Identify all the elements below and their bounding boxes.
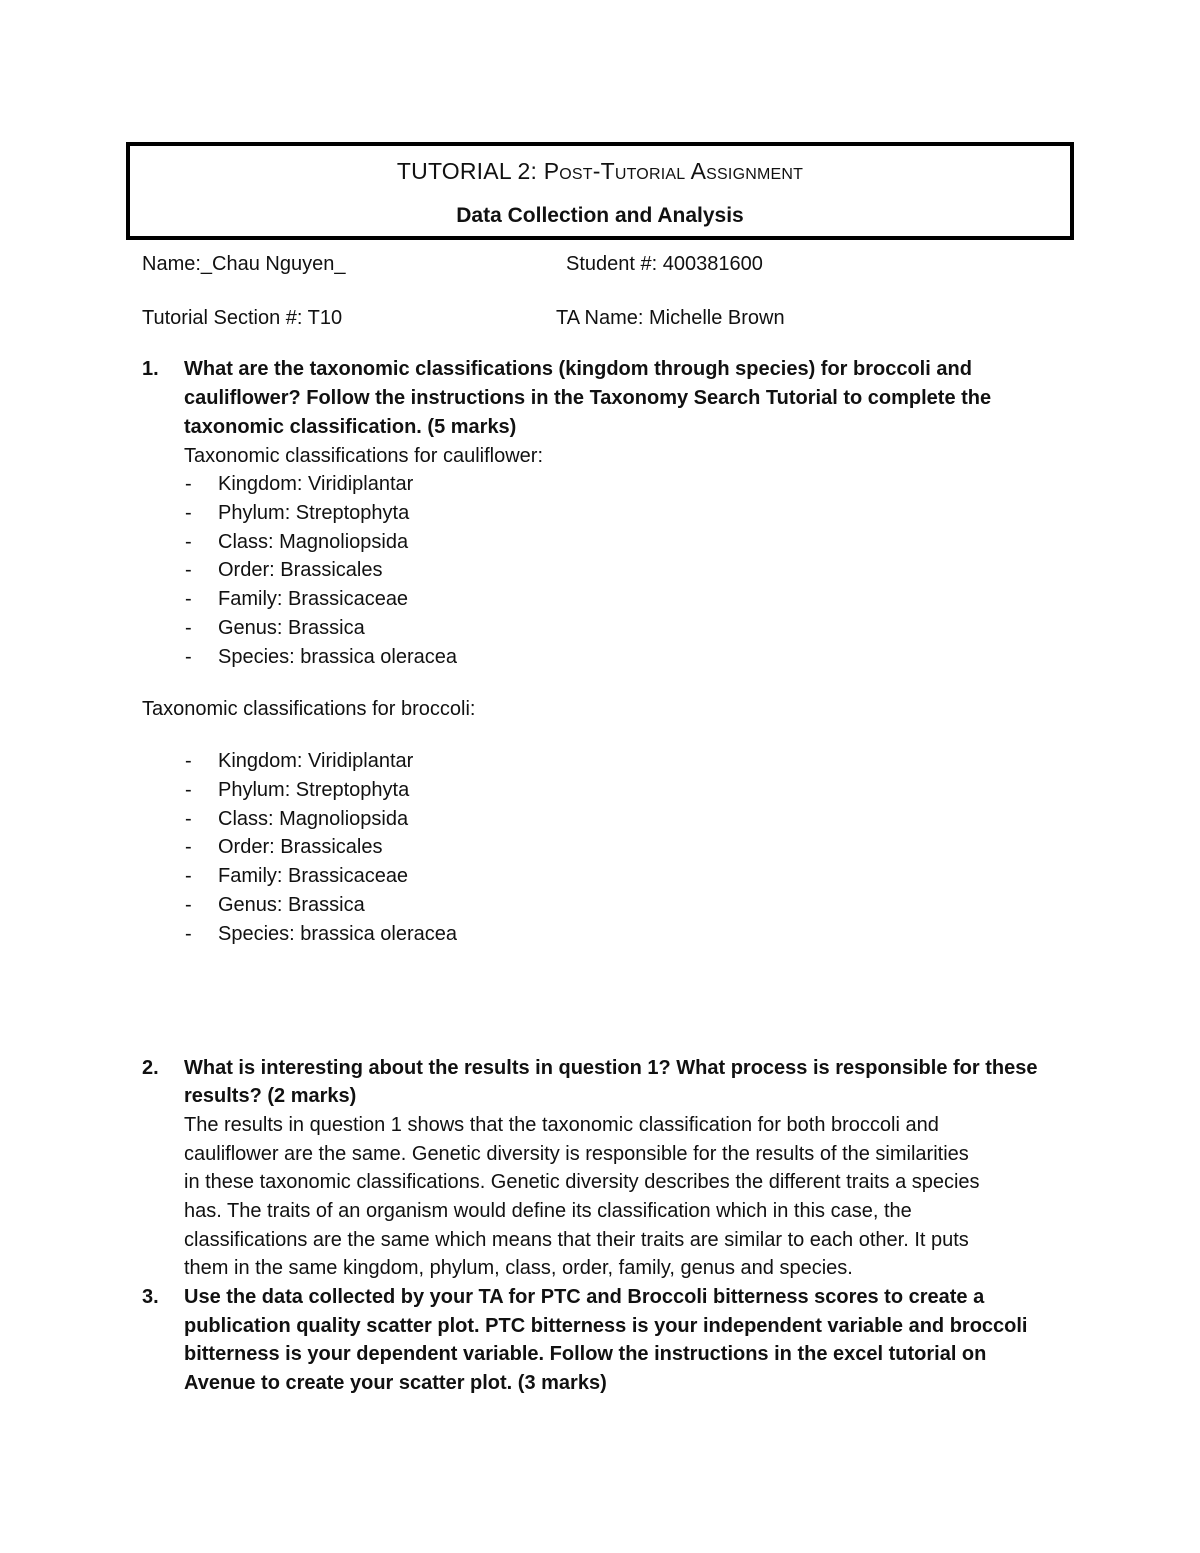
list-item-text: Genus: Brassica <box>218 617 365 639</box>
document-subtitle: Data Collection and Analysis <box>456 204 744 227</box>
cauliflower-heading: Taxonomic classifications for cauliflower: <box>184 445 544 467</box>
name-field <box>142 252 345 276</box>
bullet-dash: - <box>185 836 192 858</box>
question-2-answer-line: cauliflower are the same. Genetic diversity is responsible for the results of the similarities <box>184 1143 969 1165</box>
ta-value: Michelle Brown <box>649 307 785 329</box>
list-item-text: Order: Brassicales <box>218 836 383 858</box>
question-1-prompt-line: cauliflower? Follow the instructions in the Taxonomy Search Tutorial to complete the <box>184 387 992 409</box>
question-1-prompt-line: taxonomic classification. (5 marks) <box>184 416 517 438</box>
broccoli-heading: Taxonomic classifications for broccoli: <box>142 698 476 720</box>
list-item-text: Phylum: Streptophyta <box>218 779 410 801</box>
tutorial-section-field <box>142 306 342 330</box>
list-item-text: Class: Magnoliopsida <box>218 531 409 553</box>
question-2-prompt-line: results? (2 marks) <box>184 1085 357 1107</box>
student-value: 400381600 <box>662 253 763 275</box>
list-item-text: Species: brassica oleracea <box>218 923 458 945</box>
title-caps: Post-Tutorial Assignment <box>543 158 804 184</box>
list-item-text: Genus: Brassica <box>218 894 365 916</box>
ta-name-field <box>556 306 785 330</box>
bullet-dash: - <box>185 588 192 610</box>
bullet-dash: - <box>185 502 192 524</box>
list-item-text: Family: Brassicaceae <box>218 865 409 887</box>
ta-label: TA Name: <box>556 307 644 329</box>
section-label: Tutorial Section #: <box>142 307 303 329</box>
list-item-text: Kingdom: Viridiplantar <box>218 750 414 772</box>
list-item-text: Kingdom: Viridiplantar <box>218 473 414 495</box>
question-2-answer-line: classifications are the same which means that their traits are similar to each other. It puts <box>184 1229 969 1251</box>
list-item-text: Species: brassica oleracea <box>218 646 458 668</box>
bullet-dash: - <box>185 779 192 801</box>
question-1-number: 1. <box>142 358 159 380</box>
question-2-answer-line: has. The traits of an organism would define its classification which in this case, the <box>184 1200 912 1222</box>
bullet-dash: - <box>185 646 192 668</box>
list-item-text: Class: Magnoliopsida <box>218 808 409 830</box>
bullet-dash: - <box>185 531 192 553</box>
question-2-answer-line: them in the same kingdom, phylum, class, order, family, genus and species. <box>184 1257 853 1279</box>
document-title <box>130 158 1070 185</box>
bullet-dash: - <box>185 894 192 916</box>
title-prefix: TUTORIAL 2: <box>396 158 544 184</box>
bullet-dash: - <box>185 923 192 945</box>
question-3-prompt-line: Use the data collected by your TA for PTC and Broccoli bitterness scores to create a <box>184 1286 985 1308</box>
question-3-number: 3. <box>142 1286 159 1308</box>
question-3-prompt-line: Avenue to create your scatter plot. (3 marks) <box>184 1372 607 1394</box>
question-2-prompt-line: What is interesting about the results in question 1? What process is responsible for these <box>184 1057 1038 1079</box>
list-item-text: Order: Brassicales <box>218 559 383 581</box>
list-item-text: Family: Brassicaceae <box>218 588 409 610</box>
bullet-dash: - <box>185 473 192 495</box>
section-value: T10 <box>307 307 343 329</box>
title-box <box>126 142 1074 240</box>
question-3-prompt-line: publication quality scatter plot. PTC bitterness is your independent variable and broccoli <box>184 1315 1028 1337</box>
student-number-field <box>566 252 763 276</box>
bullet-dash: - <box>185 559 192 581</box>
bullet-dash: - <box>185 808 192 830</box>
question-2-answer-line: The results in question 1 shows that the taxonomic classification for both broccoli and <box>184 1114 939 1136</box>
bullet-dash: - <box>185 750 192 772</box>
question-2-number: 2. <box>142 1057 159 1079</box>
question-2-answer-line: in these taxonomic classifications. Genetic diversity describes the different traits a species <box>184 1171 980 1193</box>
name-value: _Chau Nguyen_ <box>200 253 346 275</box>
question-3-prompt-line: bitterness is your dependent variable. Follow the instructions in the excel tutorial on <box>184 1343 987 1365</box>
question-1-prompt-line: What are the taxonomic classifications (kingdom through species) for broccoli and <box>184 358 972 380</box>
name-label: Name: <box>142 253 201 275</box>
student-label: Student #: <box>566 253 658 275</box>
list-item-text: Phylum: Streptophyta <box>218 502 410 524</box>
bullet-dash: - <box>185 865 192 887</box>
bullet-dash: - <box>185 617 192 639</box>
